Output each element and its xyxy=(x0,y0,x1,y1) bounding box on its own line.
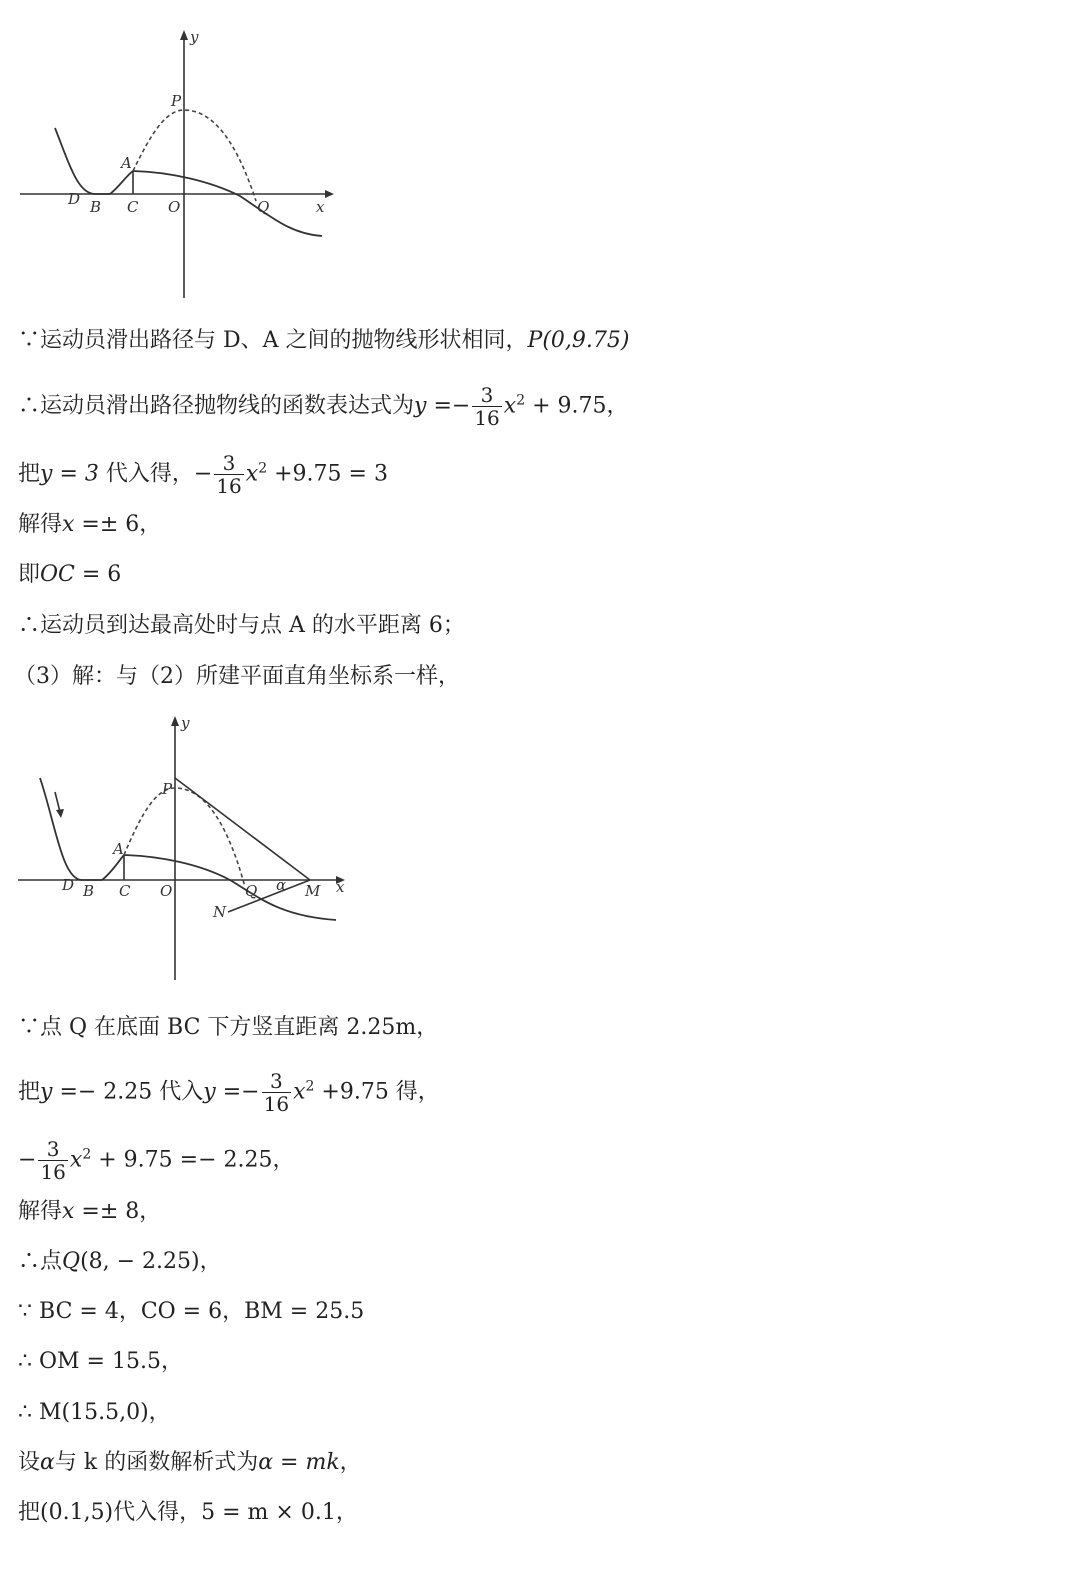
label-a: A xyxy=(121,154,132,172)
label-c: C xyxy=(119,882,131,900)
line-2-var: x xyxy=(503,393,517,419)
line-9-tail: +9.75 得， xyxy=(314,1079,440,1105)
line-2 xyxy=(18,384,629,429)
label-d: D xyxy=(68,190,81,208)
line-17: 把(0.1,5)代入得，5 = m × 0.1， xyxy=(18,1500,358,1525)
label-q: Q xyxy=(257,198,270,216)
line-5-tail: = 6 xyxy=(74,562,122,587)
line-12-math: Q xyxy=(62,1249,81,1274)
figure-2-svg xyxy=(0,712,360,987)
trajectory-parabola xyxy=(133,110,256,201)
line-5-pre: 即 xyxy=(18,562,41,587)
line-2-fraction xyxy=(472,384,501,429)
label-x: x xyxy=(316,198,325,216)
label-x: x xyxy=(336,878,345,896)
label-y: y xyxy=(181,714,190,732)
label-a: A xyxy=(113,840,124,858)
line-14: ∴ OM = 15.5， xyxy=(18,1349,183,1374)
figure-1 xyxy=(0,26,340,306)
fraction-numerator: 3 xyxy=(472,384,501,407)
y-axis-arrow xyxy=(180,30,188,40)
line-16 xyxy=(18,1448,362,1478)
line-3-mid: 代入得，− xyxy=(98,461,213,487)
line-10-tail: + 9.75 =− 2.25， xyxy=(91,1147,295,1173)
fraction-denominator: 16 xyxy=(216,474,242,498)
line-10-exp: 2 xyxy=(82,1146,92,1163)
line-9-mid: =− 2.25 代入 xyxy=(52,1079,204,1105)
line-12-tail: (8, − 2.25)， xyxy=(80,1249,222,1274)
label-m: M xyxy=(305,882,321,900)
line-9-mid2: =− xyxy=(215,1079,260,1105)
line-9-exp: 2 xyxy=(305,1078,315,1095)
line-3-fraction xyxy=(214,452,243,497)
line-1-text: ∵运动员滑出路径与 D、A 之间的抛物线形状相同， xyxy=(18,328,528,353)
trajectory-parabola xyxy=(124,788,245,887)
line-10-fraction xyxy=(38,1138,67,1183)
fraction-denominator: 16 xyxy=(474,406,500,430)
line-15: ∴ M(15.5,0)， xyxy=(18,1400,171,1425)
line-13: ∵ BC = 4，CO = 6，BM = 25.5 xyxy=(18,1299,365,1324)
line-9-eq: y xyxy=(40,1079,53,1105)
line-9-eq2: y xyxy=(203,1079,216,1105)
line-3-exp: 2 xyxy=(258,460,268,477)
line-1 xyxy=(18,326,629,356)
line-11-tail: =± 8， xyxy=(74,1199,162,1224)
label-q: Q xyxy=(245,882,258,900)
line-3-eq: y = 3 xyxy=(40,461,99,487)
line-3 xyxy=(18,452,388,497)
line-16-alpha: α xyxy=(40,1450,55,1475)
label-c: C xyxy=(127,198,139,216)
line-9-fraction xyxy=(262,1070,291,1115)
line-7: （3）解：与（2）所建平面直角坐标系一样， xyxy=(14,664,460,689)
line-10-var: x xyxy=(69,1147,83,1173)
label-alpha: α xyxy=(276,876,287,894)
line-8: ∵点 Q 在底面 BC 下方竖直距离 2.25m， xyxy=(18,1015,439,1040)
line-5 xyxy=(18,560,121,590)
line-2-text: ∴运动员滑出路径抛物线的函数表达式为 xyxy=(18,393,415,419)
line-4-math: x = xyxy=(62,512,100,537)
label-d: D xyxy=(62,876,75,894)
figure-2 xyxy=(0,712,360,987)
line-12-pre: ∴点 xyxy=(18,1249,63,1274)
line-10 xyxy=(18,1138,294,1183)
line-16-tail: ， xyxy=(339,1450,362,1475)
slope-curve xyxy=(40,778,102,880)
line-9 xyxy=(18,1070,440,1115)
ramp-curve xyxy=(102,855,124,880)
line-11-pre: 解得 xyxy=(18,1199,63,1224)
label-b: B xyxy=(90,198,102,216)
line-9-pre: 把 xyxy=(18,1079,41,1105)
label-p: P xyxy=(162,780,173,798)
line-2-exp: 2 xyxy=(516,392,526,409)
label-o: O xyxy=(168,198,181,216)
slope-curve xyxy=(55,128,110,194)
line-3-var: x xyxy=(245,461,259,487)
line-2-lhs: y =− xyxy=(414,393,471,419)
label-b: B xyxy=(83,882,95,900)
line-4-pre: 解得 xyxy=(18,512,63,537)
line-11-math: x xyxy=(62,1199,75,1224)
line-1-point: P(0,9.75) xyxy=(527,328,630,353)
fraction-numerator: 3 xyxy=(262,1070,291,1093)
ramp-curve xyxy=(110,171,133,194)
fraction-numerator: 3 xyxy=(38,1138,67,1161)
line-3-pre: 把 xyxy=(18,461,41,487)
fraction-denominator: 16 xyxy=(40,1160,66,1184)
line-3-tail: +9.75 = 3 xyxy=(267,461,388,487)
line-4-tail: ± 6， xyxy=(99,512,162,537)
direction-arrow-head xyxy=(56,809,64,818)
line-10-pre: − xyxy=(18,1147,37,1173)
line-11 xyxy=(18,1197,161,1227)
label-p: P xyxy=(171,92,182,110)
line-2-tail: + 9.75， xyxy=(525,393,629,419)
line-9-var: x xyxy=(293,1079,306,1105)
line-16-math: α = mk xyxy=(258,1450,340,1475)
x-axis-arrow xyxy=(325,190,334,198)
label-o: O xyxy=(160,882,173,900)
y-axis-arrow xyxy=(171,716,179,726)
fraction-denominator: 16 xyxy=(263,1092,290,1116)
line-mn xyxy=(228,880,310,912)
line-16-mid: 与 k 的函数解析式为 xyxy=(54,1450,259,1475)
line-pm xyxy=(175,778,310,880)
line-16-pre: 设 xyxy=(18,1450,41,1475)
ground-curve xyxy=(133,171,322,236)
direction-arrow-line xyxy=(55,792,60,812)
line-12 xyxy=(18,1247,222,1277)
line-5-math: OC xyxy=(40,562,75,587)
label-n: N xyxy=(213,903,227,921)
figure-1-svg xyxy=(0,26,340,306)
fraction-numerator: 3 xyxy=(214,452,243,475)
label-y: y xyxy=(190,28,199,46)
line-6: ∴运动员到达最高处时与点 A 的水平距离 6； xyxy=(18,613,465,638)
line-4 xyxy=(18,510,161,540)
